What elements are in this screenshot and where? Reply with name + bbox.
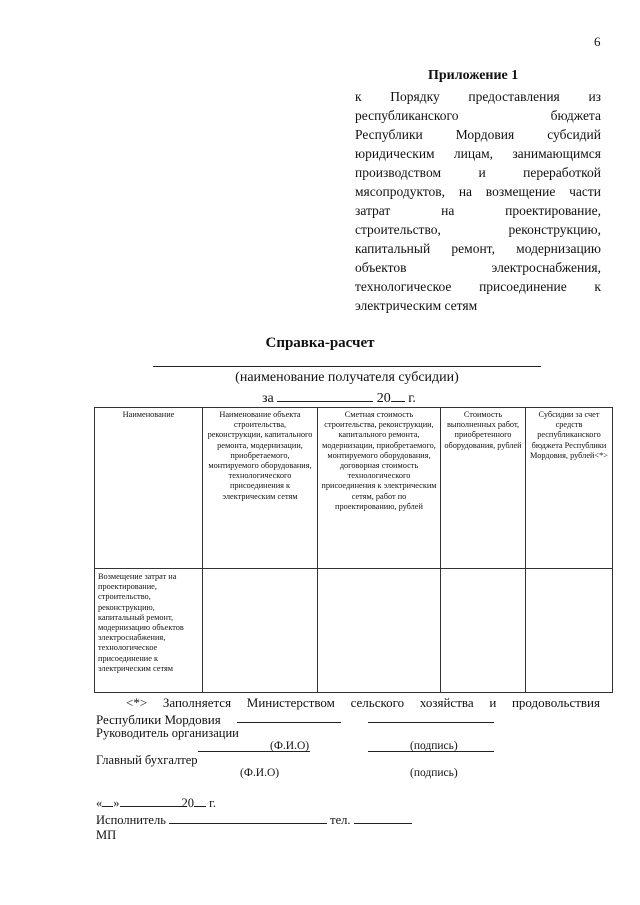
appendix-line: республиканского бюджета xyxy=(355,108,601,123)
appendix-line: технологическое присоединение к xyxy=(355,279,601,294)
table-cell[interactable] xyxy=(318,569,441,693)
date-year: 20 xyxy=(181,796,194,810)
appendix-line: производством и переработкой xyxy=(355,165,601,180)
date-line xyxy=(96,795,216,811)
head-sign-caption: (подпись) xyxy=(410,740,458,752)
footnote-line: Республики Мордовия xyxy=(96,712,221,727)
period-suffix: г. xyxy=(408,391,416,406)
table-row xyxy=(95,569,613,693)
column-header: Субсидии за счет средств республиканского бюджета Республики Мордовия, рублей<*> xyxy=(526,408,613,569)
column-header: Наименование объекта строительства, реконструкции, капитального ремонта, модернизации, приобретаемого, монтируемого оборудования, технологического присоединения к электрическим сетям xyxy=(203,408,318,569)
period-year-field[interactable] xyxy=(391,389,405,402)
head-fio-field[interactable] xyxy=(237,722,341,723)
phone-field[interactable] xyxy=(354,812,412,824)
date-close-quote: » xyxy=(113,796,120,810)
executor-field[interactable] xyxy=(169,812,327,824)
appendix-line: объектов электроснабжения, xyxy=(355,260,601,275)
appendix-block xyxy=(355,68,601,315)
period-prefix: за xyxy=(262,391,274,406)
accountant-fio-caption: (Ф.И.О) xyxy=(240,767,280,779)
table-header-row xyxy=(95,408,613,569)
period-year: 20 xyxy=(376,391,391,406)
date-open-quote: « xyxy=(96,796,103,810)
column-header: Сметная стоимость строительства, реконструкции, капитального ремонта, модернизации, приобретаемого, монтируемого оборудования, договорная стоимость технологического присоединения к электрическим сетям, работ по проектированию, рублей xyxy=(318,408,441,569)
recipient-caption: (наименование получателя субсидии) xyxy=(235,370,459,385)
accountant-label: Главный бухгалтер xyxy=(96,753,198,767)
period-line xyxy=(262,389,416,407)
column-header: Стоимость выполненных работ, приобретенного оборудования, рублей xyxy=(441,408,526,569)
executor-line xyxy=(96,812,412,828)
accountant-sign-caption: (подпись) xyxy=(410,767,458,779)
appendix-line: мясопродуктов, на возмещение части xyxy=(355,184,601,199)
page-number: 6 xyxy=(594,34,601,49)
appendix-title: Приложение 1 xyxy=(428,68,519,83)
date-suffix: г. xyxy=(209,796,216,810)
appendix-line: затрат на проектирование, xyxy=(355,203,601,218)
phone-label: тел. xyxy=(330,813,351,827)
accountant-fio-field[interactable] xyxy=(198,751,310,752)
appendix-line: капитальный ремонт, модернизацию xyxy=(355,241,601,256)
column-header: Наименование xyxy=(95,408,203,569)
accountant-signature-field[interactable] xyxy=(368,751,494,752)
appendix-line: электрическим сетям xyxy=(355,298,478,313)
table-cell[interactable] xyxy=(441,569,526,693)
date-year-field[interactable] xyxy=(194,795,206,807)
footnote xyxy=(96,694,600,728)
document-title: Справка-расчет xyxy=(265,335,375,351)
executor-label: Исполнитель xyxy=(96,813,166,827)
table-cell[interactable] xyxy=(526,569,613,693)
table-cell[interactable] xyxy=(203,569,318,693)
stamp-label: МП xyxy=(96,828,117,842)
footnote-line: <*> Заполняется Министерством сельского хозяйства и продовольствия xyxy=(126,695,600,710)
period-blank-field[interactable] xyxy=(277,389,373,402)
recipient-name-field[interactable] xyxy=(153,366,541,367)
head-fio-caption: (Ф.И.О) xyxy=(270,740,310,752)
head-label: Руководитель организации xyxy=(96,726,239,740)
appendix-line: к Порядку предоставления из xyxy=(355,89,601,104)
appendix-line: строительство, реконструкцию, xyxy=(355,222,601,237)
calculation-table xyxy=(94,407,613,693)
appendix-line: Республики Мордовия субсидий xyxy=(355,127,601,142)
date-day-field[interactable] xyxy=(102,795,113,807)
head-signature-field[interactable] xyxy=(368,722,494,723)
row-label: Возмещение затрат на проектирование, строительство, реконструкцию, капитальный ремонт, модернизацию объектов электроснабжения, технологическое присоединение к электрическим сетям xyxy=(95,569,203,693)
appendix-line: юридическим лицам, занимающимся xyxy=(355,146,601,161)
date-month-field[interactable] xyxy=(120,795,182,807)
